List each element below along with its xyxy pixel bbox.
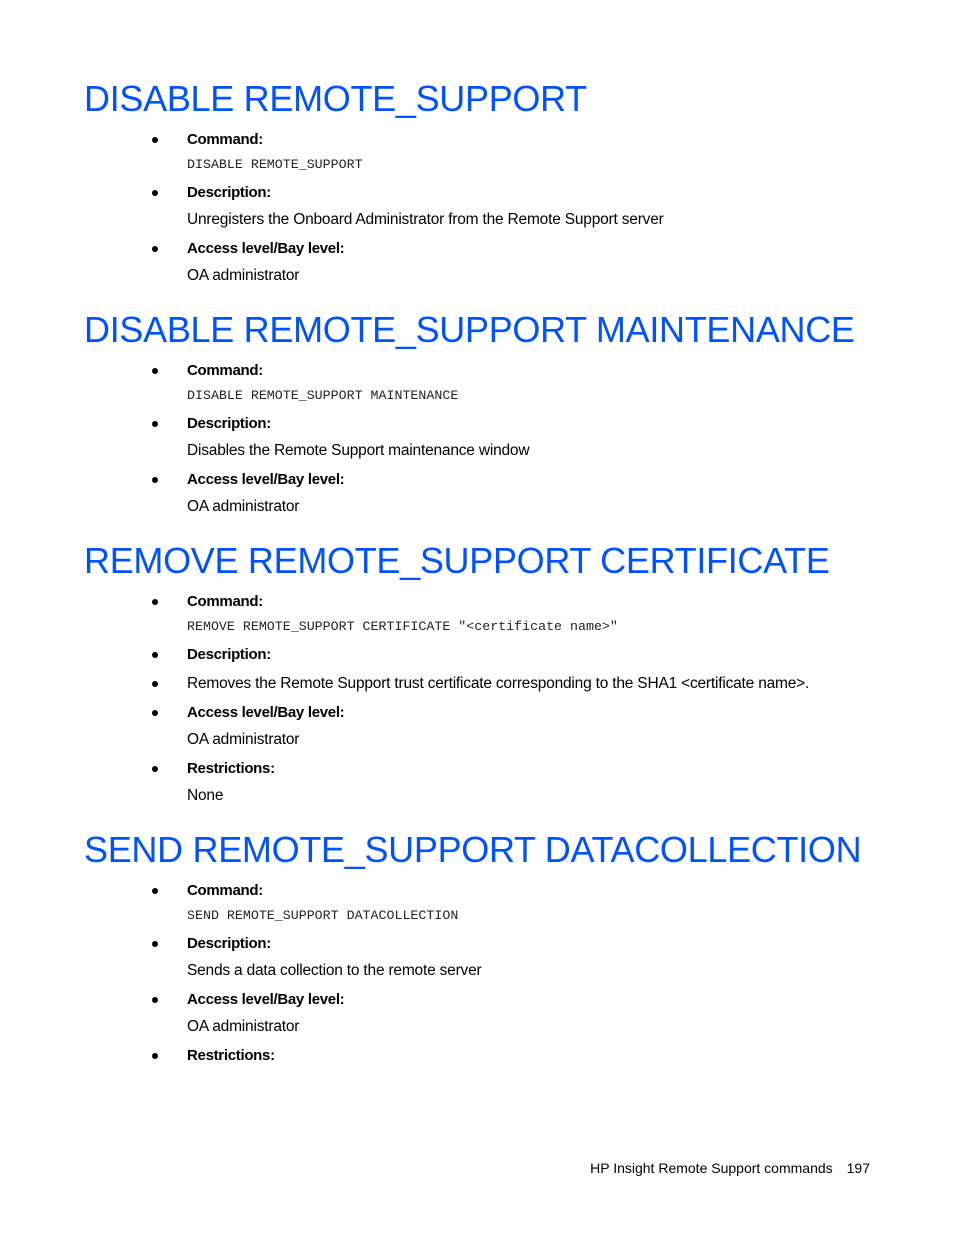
command-text: DISABLE REMOTE_SUPPORT bbox=[187, 157, 363, 172]
command-text: SEND REMOTE_SUPPORT DATACOLLECTION bbox=[187, 908, 459, 923]
description-text: Unregisters the Onboard Administrator from the Remote Support server bbox=[187, 211, 664, 228]
bullet-icon bbox=[152, 190, 158, 196]
bullet-label: Description: bbox=[187, 184, 271, 201]
bullet-icon bbox=[152, 888, 158, 894]
description-text: Disables the Remote Support maintenance window bbox=[187, 442, 530, 459]
bullet-label: Access level/Bay level: bbox=[187, 704, 345, 721]
section-heading: SEND REMOTE_SUPPORT DATACOLLECTION bbox=[84, 829, 862, 870]
section-heading: DISABLE REMOTE_SUPPORT bbox=[84, 78, 587, 119]
bullet-icon bbox=[152, 652, 158, 658]
bullet-label: Access level/Bay level: bbox=[187, 471, 345, 488]
bullet-icon bbox=[152, 681, 158, 687]
bullet-label: Description: bbox=[187, 415, 271, 432]
bullet-icon bbox=[152, 599, 158, 605]
command-text: DISABLE REMOTE_SUPPORT MAINTENANCE bbox=[187, 388, 459, 403]
bullet-icon bbox=[152, 368, 158, 374]
bullet-icon bbox=[152, 710, 158, 716]
footer-title: HP Insight Remote Support commands bbox=[590, 1160, 833, 1176]
bullet-icon bbox=[152, 1053, 158, 1059]
bullet-icon bbox=[152, 997, 158, 1003]
command-text: REMOVE REMOTE_SUPPORT CERTIFICATE "<certificate name>" bbox=[187, 619, 618, 634]
bullet-label: Command: bbox=[187, 362, 263, 379]
bullet-label: Command: bbox=[187, 593, 263, 610]
description-text: Sends a data collection to the remote server bbox=[187, 962, 482, 979]
bullet-icon bbox=[152, 246, 158, 252]
page-footer bbox=[590, 1157, 870, 1179]
restrictions-text: None bbox=[187, 787, 224, 804]
bullet-label: Restrictions: bbox=[187, 760, 275, 777]
bullet-icon bbox=[152, 421, 158, 427]
bullet-icon bbox=[152, 137, 158, 143]
description-text: Removes the Remote Support trust certificate corresponding to the SHA1 <certificate name>. bbox=[187, 675, 810, 692]
bullet-icon bbox=[152, 766, 158, 772]
page-number: 197 bbox=[846, 1160, 870, 1176]
bullet-label: Command: bbox=[187, 131, 263, 148]
access-level-text: OA administrator bbox=[187, 1018, 300, 1035]
bullet-icon bbox=[152, 941, 158, 947]
bullet-label: Description: bbox=[187, 646, 271, 663]
section-heading: REMOVE REMOTE_SUPPORT CERTIFICATE bbox=[84, 540, 830, 581]
access-level-text: OA administrator bbox=[187, 267, 300, 284]
bullet-label: Description: bbox=[187, 935, 271, 952]
bullet-label: Restrictions: bbox=[187, 1047, 275, 1064]
bullet-label: Command: bbox=[187, 882, 263, 899]
bullet-label: Access level/Bay level: bbox=[187, 240, 345, 257]
section-heading: DISABLE REMOTE_SUPPORT MAINTENANCE bbox=[84, 309, 855, 350]
bullet-icon bbox=[152, 477, 158, 483]
access-level-text: OA administrator bbox=[187, 498, 300, 515]
access-level-text: OA administrator bbox=[187, 731, 300, 748]
bullet-label: Access level/Bay level: bbox=[187, 991, 345, 1008]
